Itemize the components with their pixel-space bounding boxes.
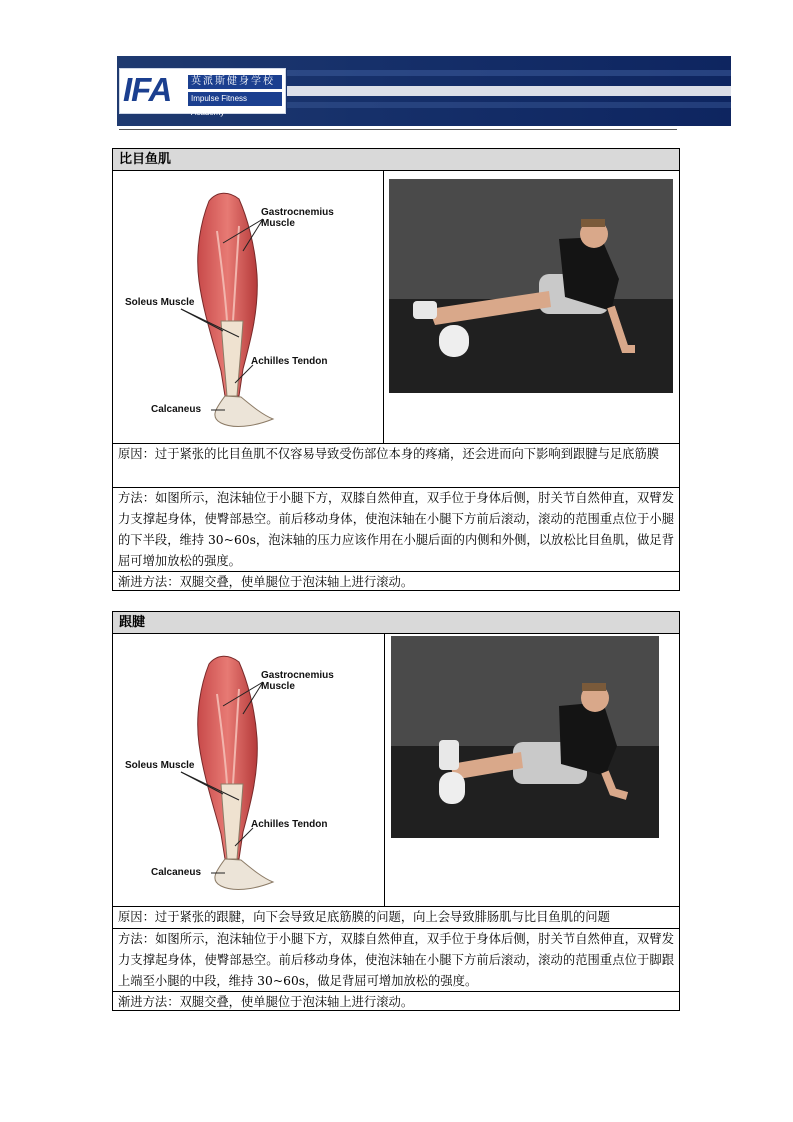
section-achilles [112, 611, 680, 1011]
label-gastrocnemius: Gastrocnemius [261, 670, 334, 681]
foam-roller-icon [439, 772, 465, 804]
reason-text: 原因：过于紧张的跟腱，向下会导致足底筋膜的问题，向上会导致腓肠肌与比目鱼肌的问题 [113, 907, 679, 929]
label-gastrocnemius-muscle: Muscle [261, 218, 295, 229]
banner-stripe [287, 86, 731, 96]
section-soleus [112, 148, 680, 591]
progression-text: 渐进方法：双腿交叠，使单腿位于泡沫轴上进行滚动。 [118, 575, 414, 589]
label-achilles: Achilles Tendon [251, 819, 328, 830]
banner-stripe [287, 70, 731, 76]
ifa-logo [119, 68, 286, 117]
logo-english-name: Impulse Fitness Academy [188, 92, 282, 106]
label-calcaneus: Calcaneus [151, 404, 202, 415]
label-calcaneus: Calcaneus [151, 867, 202, 878]
label-gastrocnemius: Gastrocnemius [261, 207, 334, 218]
logo-chinese-name: 英派斯健身学校 [188, 75, 282, 89]
image-row [113, 634, 679, 907]
progression-text: 渐进方法：双腿交叠，使单腿位于泡沫轴上进行滚动。 [118, 995, 414, 1009]
image-row [113, 171, 679, 444]
header-rule [119, 129, 677, 130]
banner-stripe [287, 102, 731, 108]
reason-text: 原因：过于紧张的比目鱼肌不仅容易导致受伤部位本身的疼痛，还会进而向下影响到跟腱与足底筋膜 [113, 444, 679, 488]
label-soleus: Soleus Muscle [125, 760, 195, 771]
method-text: 方法：如图所示，泡沫轴位于小腿下方，双膝自然伸直，双手位于身体后侧，肘关节自然伸直，双臂发力支撑起身体，使臀部悬空。前后移动身体，使泡沫轴在小腿下方前后滚动，滚动的范围重点位于脚跟上端至小腿的中段，维持 30~60s，做足背屈可增加放松的强度。 [113, 929, 679, 992]
logo-mark: IFA [123, 71, 172, 108]
method-text: 方法：如图所示，泡沫轴位于小腿下方，双膝自然伸直，双手位于身体后侧，肘关节自然伸直，双臂发力支撑起身体，使臀部悬空。前后移动身体，使泡沫轴在小腿下方前后滚动，滚动的范围重点位于小腿的下半段，维持 30~60s，泡沫轴的压力应该作用在小腿后面的内侧和外侧，以放松比目鱼肌，做足背屈可增加放松的强度。 [113, 488, 679, 572]
section-title: 比目鱼肌 [113, 149, 679, 171]
label-soleus: Soleus Muscle [125, 297, 195, 308]
column-divider [384, 634, 385, 906]
column-divider [383, 171, 384, 443]
label-achilles: Achilles Tendon [251, 356, 328, 367]
label-gastrocnemius-muscle: Muscle [261, 681, 295, 692]
foam-roller-achilles-photo [391, 636, 659, 838]
foam-roller-soleus-photo [389, 179, 673, 393]
section-title: 跟腱 [113, 612, 679, 634]
foam-roller-icon [439, 325, 469, 357]
